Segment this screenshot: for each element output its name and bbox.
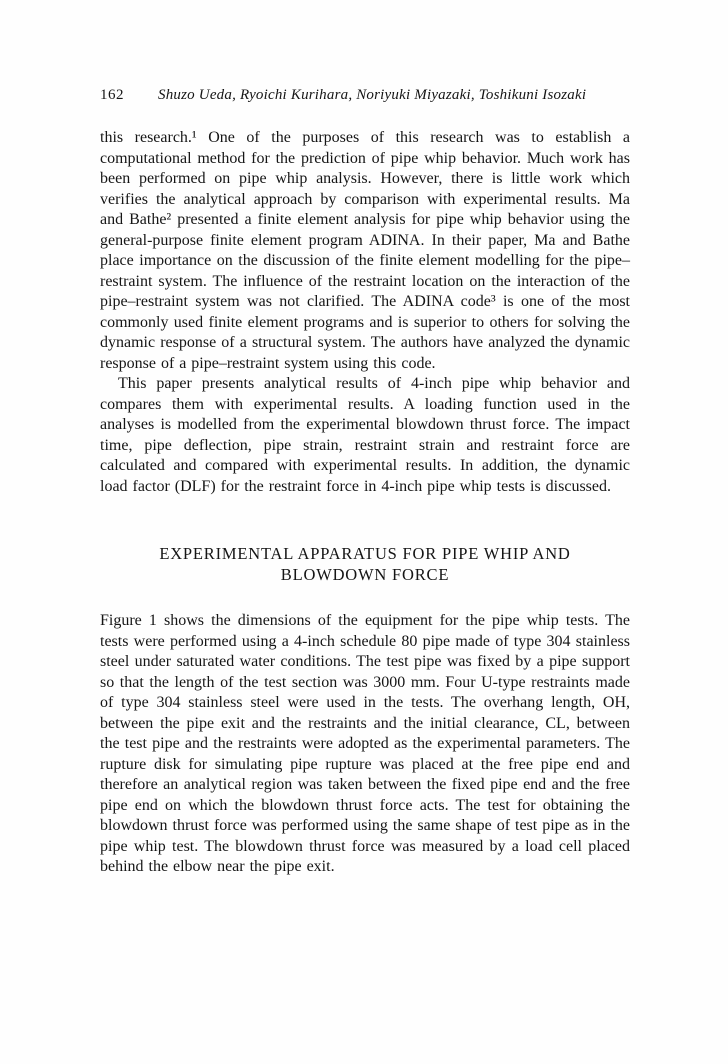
article-body	[100, 128, 630, 878]
section-heading-line2: BLOWDOWN FORCE	[280, 565, 450, 584]
page-number: 162	[100, 87, 124, 103]
section-heading	[145, 543, 585, 585]
running-authors: Shuzo Ueda, Ryoichi Kurihara, Noriyuki Miyazaki, Toshikuni Isozaki	[158, 87, 587, 103]
paragraph-apparatus-description: Figure 1 shows the dimensions of the equipment for the pipe whip tests. The tests were performed using a 4-inch schedule 80 pipe made of type 304 stainless steel under saturated water conditions. The test pipe was fixed by a pipe support so that the length of the test section was 3000 mm. Four U-type restraints made of type 304 stainless steel were used in the tests. The overhang length, OH, between the pipe exit and the restraints and the initial clearance, CL, between the test pipe and the restraints were adopted as the experimental parameters. The rupture disk for simulating pipe rupture was placed at the free pipe end and therefore an analytical region was taken between the fixed pipe end and the free pipe end on which the blowdown thrust force acts. The test for obtaining the blowdown thrust force was performed using the same shape of test pipe as in the pipe whip test. The blowdown thrust force was measured by a load cell placed behind the elbow near the pipe exit.	[100, 612, 630, 875]
paragraph-paper-overview: This paper presents analytical results of 4-inch pipe whip behavior and compares them with experimental results. A loading function used in the analyses is modelled from the experimental blowdown thrust force. The impact time, pipe deflection, pipe strain, restraint strain and restraint force are calculated and compared with experimental results. In addition, the dynamic load factor (DLF) for the restraint force in 4-inch pipe whip tests is discussed.	[100, 375, 630, 495]
running-header	[100, 86, 630, 104]
paragraph-intro-continued: this research.¹ One of the purposes of this research was to establish a computational method for the prediction of pipe whip behavior. Much work has been performed on pipe whip analysis. However, there is little work which verifies the analytical approach by comparison with experimental results. Ma and Bathe² presented a finite element analysis for pipe whip behavior using the general-purpose finite element program ADINA. In their paper, Ma and Bathe place importance on the discussion of the finite element modelling for the pipe–restraint system. The influence of the restraint location on the interaction of the pipe–restraint system was not clarified. The ADINA code³ is one of the most commonly used finite element programs and is superior to others for solving the dynamic response of a structural system. The authors have analyzed the dynamic response of a pipe–restraint system using this code.	[100, 129, 630, 372]
section-heading-line1: EXPERIMENTAL APPARATUS FOR PIPE WHIP AND	[159, 544, 571, 563]
